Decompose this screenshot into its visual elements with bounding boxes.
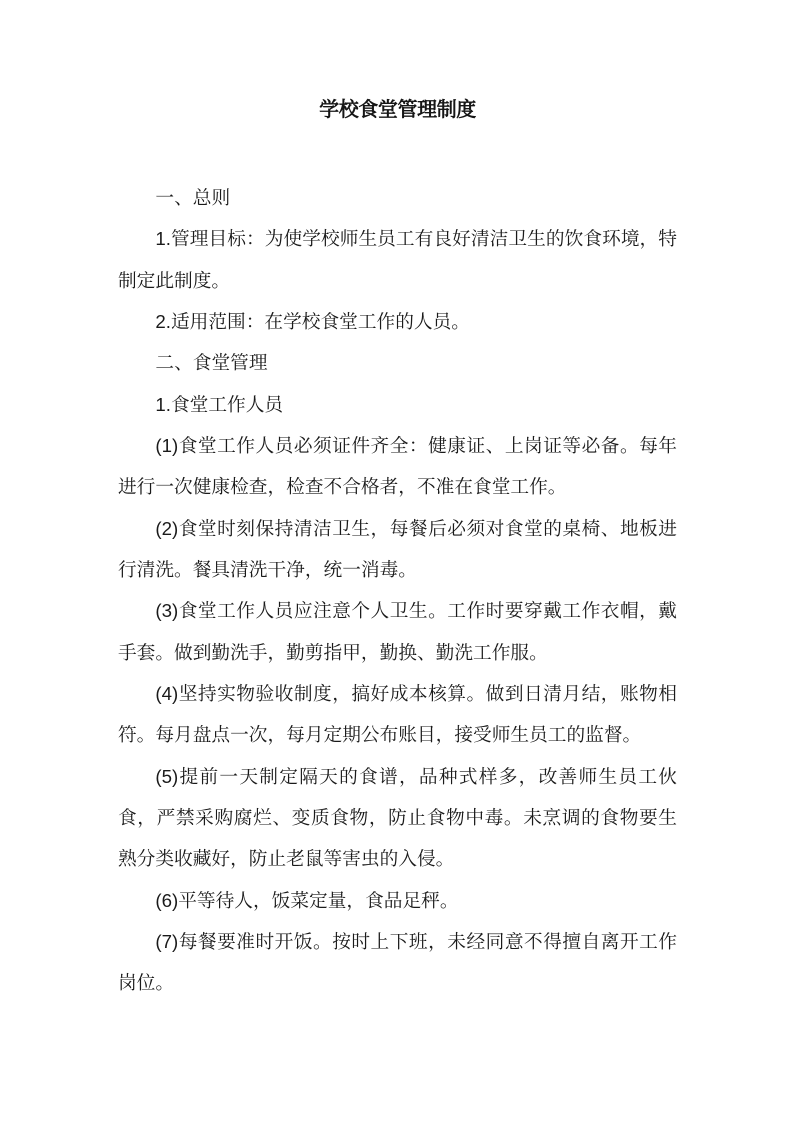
- paragraph-section-2-heading: 二、食堂管理: [155, 352, 268, 374]
- paragraph-rule-6: (6)平等待人，饭菜定量，食品足秤。: [155, 889, 459, 911]
- paragraph-rule-1: (1)食堂工作人员必须证件齐全：健康证、上岗证等必备。每年进行一次健康检查，检查不合格者，不准在食堂工作。: [118, 434, 677, 498]
- paragraph-rule-5: (5)提前一天制定隔天的食谱，品种式样多，改善师生员工伙食，严禁采购腐烂、变质食物，防止食物中毒。未烹调的食物要生熟分类收藏好，防止老鼠等害虫的入侵。: [118, 765, 677, 870]
- paragraph-staff-heading: 1.食堂工作人员: [155, 393, 284, 415]
- paragraph-rule-3: (3)食堂工作人员应注意个人卫生。工作时要穿戴工作衣帽，戴手套。做到勤洗手，勤剪指甲，勤换、勤洗工作服。: [118, 600, 677, 663]
- paragraph-section-1-heading: 一、总则: [155, 187, 231, 208]
- document-title: 学校食堂管理制度: [319, 99, 476, 121]
- paragraph-rule-7: (7)每餐要准时开饭。按时上下班，未经同意不得擅自离开工作岗位。: [118, 930, 677, 994]
- paragraph-rule-2: (2)食堂时刻保持清洁卫生，每餐后必须对食堂的桌椅、地板进行清洗。餐具清洗干净，统一消毒。: [118, 517, 677, 580]
- paragraph-scope: 2.适用范围：在学校食堂工作的人员。: [155, 310, 470, 332]
- paragraph-rule-4: (4)坚持实物验收制度，搞好成本核算。做到日清月结，账物相符。每月盘点一次，每月定期公布账目，接受师生员工的监督。: [118, 682, 677, 746]
- document-body: [118, 177, 677, 1004]
- paragraph-management-goal: 1.管理目标：为使学校师生员工有良好清洁卫生的饮食环境，特制定此制度。: [118, 228, 677, 291]
